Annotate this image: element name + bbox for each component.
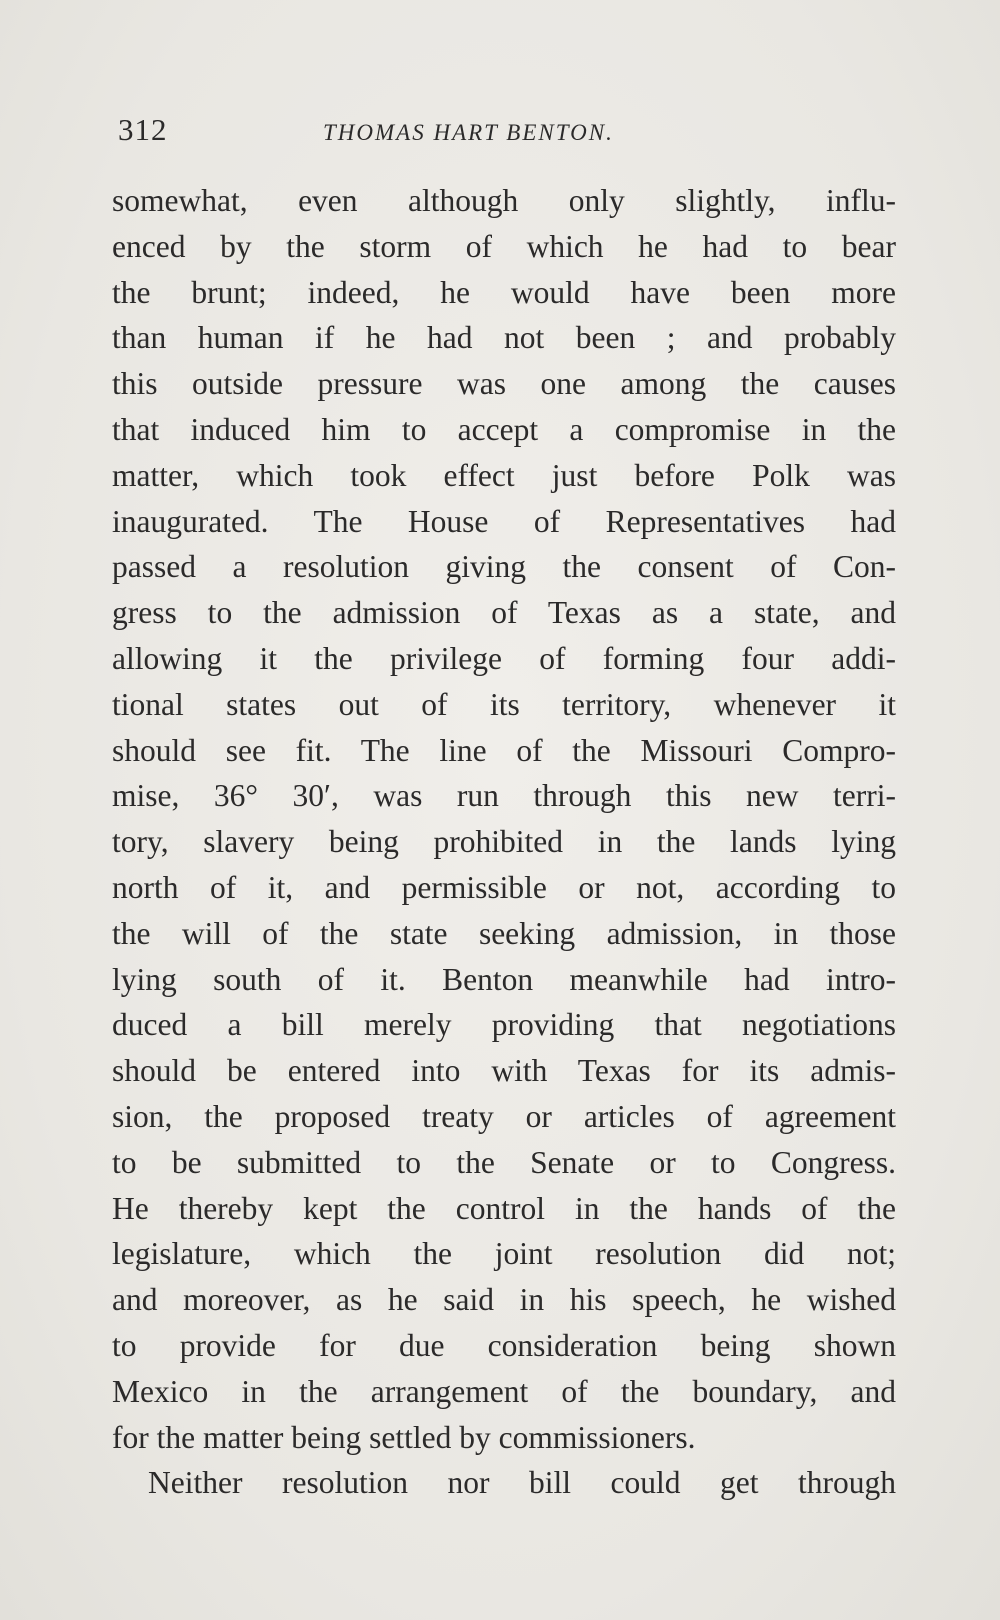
text-line: matter, which took effect just before Polk was bbox=[112, 457, 896, 493]
body-text bbox=[112, 178, 896, 1506]
text-line: allowing it the privilege of forming four addi- bbox=[112, 640, 896, 676]
text-line: that induced him to accept a compromise in the bbox=[112, 411, 896, 447]
text-line: the will of the state seeking admission, in those bbox=[112, 915, 896, 951]
text-line: mise, 36° 30′, was run through this new terri- bbox=[112, 778, 896, 814]
text-line: north of it, and permissible or not, according to bbox=[112, 869, 896, 905]
text-line: inaugurated. The House of Representatives had bbox=[112, 503, 896, 539]
text-line: to be submitted to the Senate or to Congress. bbox=[112, 1144, 896, 1180]
text-line: lying south of it. Benton meanwhile had intro- bbox=[112, 961, 896, 997]
text-line: the brunt; indeed, he would have been more bbox=[112, 274, 896, 310]
text-line: than human if he had not been ; and probably bbox=[112, 320, 896, 356]
text-line: tional states out of its territory, whenever it bbox=[112, 686, 896, 722]
text-line: gress to the admission of Texas as a state, and bbox=[112, 595, 896, 631]
text-line-paragraph-start: Neither resolution nor bill could get through bbox=[148, 1465, 896, 1501]
text-line: should be entered into with Texas for its admis- bbox=[112, 1053, 896, 1089]
text-line-paragraph-end: for the matter being settled by commissioners. bbox=[112, 1419, 696, 1455]
text-line: should see fit. The line of the Missouri Compro- bbox=[112, 732, 896, 768]
text-line: tory, slavery being prohibited in the lands lying bbox=[112, 824, 896, 860]
running-title: THOMAS HART BENTON. bbox=[323, 120, 614, 145]
text-line: somewhat, even although only slightly, influ- bbox=[112, 183, 896, 218]
text-line: and moreover, as he said in his speech, he wished bbox=[112, 1282, 896, 1318]
text-line: this outside pressure was one among the causes bbox=[112, 366, 896, 402]
page-number: 312 bbox=[118, 112, 168, 147]
text-line: passed a resolution giving the consent of Con- bbox=[112, 549, 896, 585]
text-line: He thereby kept the control in the hands of the bbox=[112, 1190, 896, 1226]
text-line: legislature, which the joint resolution did not; bbox=[112, 1236, 896, 1272]
running-head bbox=[118, 112, 898, 156]
text-line: enced by the storm of which he had to bear bbox=[112, 228, 896, 264]
text-line: to provide for due consideration being shown bbox=[112, 1327, 896, 1363]
text-line: duced a bill merely providing that negotiations bbox=[112, 1007, 896, 1043]
text-line: Mexico in the arrangement of the boundary, and bbox=[112, 1373, 896, 1409]
text-line: sion, the proposed treaty or articles of agreement bbox=[112, 1098, 896, 1134]
